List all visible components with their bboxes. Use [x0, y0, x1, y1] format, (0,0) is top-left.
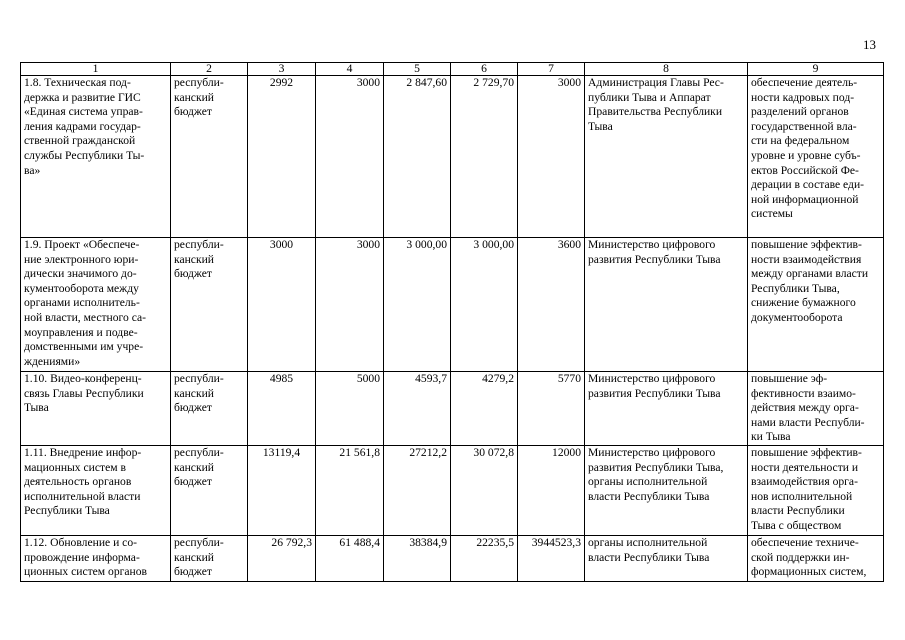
executor: Министерство цифрового развития Республики Тыва: [585, 372, 748, 446]
table-row: [21, 238, 884, 372]
value-col3: 26 792,3: [248, 535, 316, 581]
value-col7: 3944523,3: [518, 535, 585, 581]
expected-result: обеспечение деятель- ности кадровых под- разделений органов государственной вла- сти на федеральном уровне и уровне субъ- ектов Российской Фе- дерации в составе еди- ной информационной системы: [748, 76, 884, 238]
funding-source: республи- канский бюджет: [171, 372, 248, 446]
table-row: [21, 535, 884, 581]
funding-source: республи- канский бюджет: [171, 535, 248, 581]
measure-name: 1.11. Внедрение инфор- мационных систем в деятельность органов исполнительной власти Республики Тыва: [21, 445, 171, 535]
value-col5: 4593,7: [384, 372, 451, 446]
value-col3: 2992: [248, 76, 316, 238]
funding-source: республи- канский бюджет: [171, 445, 248, 535]
value-col6: 2 729,70: [451, 76, 518, 238]
column-header: 2: [171, 63, 248, 76]
expected-result: повышение эф- фективности взаимо- действия между орга- нами власти Республи- ки Тыва: [748, 372, 884, 446]
value-col5: 27212,2: [384, 445, 451, 535]
column-number-row: [21, 63, 884, 76]
value-col7: 3000: [518, 76, 585, 238]
column-header: 1: [21, 63, 171, 76]
table-row: [21, 445, 884, 535]
executor: Министерство цифрового развития Республики Тыва: [585, 238, 748, 372]
column-header: 3: [248, 63, 316, 76]
column-header: 8: [585, 63, 748, 76]
measure-name: 1.8. Техническая под- держка и развитие ГИС «Единая система управ- ления кадрами государ- ственной гражданской службы Республики Ты- ва»: [21, 76, 171, 238]
executor: Администрация Главы Рес- публики Тыва и Аппарат Правительства Республики Тыва: [585, 76, 748, 238]
executor: органы исполнительной власти Республики Тыва: [585, 535, 748, 581]
value-col5: 38384,9: [384, 535, 451, 581]
value-col4: 21 561,8: [316, 445, 384, 535]
column-header: 4: [316, 63, 384, 76]
table-row: [21, 76, 884, 238]
value-col4: 3000: [316, 76, 384, 238]
executor: Министерство цифрового развития Республики Тыва, органы исполнительной власти Республики Тыва: [585, 445, 748, 535]
table-row: [21, 372, 884, 446]
value-col7: 3600: [518, 238, 585, 372]
measure-name: 1.12. Обновление и со- провождение информа- ционных систем органов: [21, 535, 171, 581]
expected-result: повышение эффектив- ности деятельности и взаимодействия орга- нов исполнительной власти Республики Тыва с обществом: [748, 445, 884, 535]
program-table: [20, 62, 884, 582]
funding-source: республи- канский бюджет: [171, 238, 248, 372]
value-col6: 30 072,8: [451, 445, 518, 535]
value-col5: 2 847,60: [384, 76, 451, 238]
page-number: 13: [863, 37, 876, 52]
column-header: 7: [518, 63, 585, 76]
column-header: 9: [748, 63, 884, 76]
value-col3: 3000: [248, 238, 316, 372]
value-col3: 4985: [248, 372, 316, 446]
measure-name: 1.10. Видео-конференц- связь Главы Республики Тыва: [21, 372, 171, 446]
expected-result: повышение эффектив- ности взаимодействия между органами власти Республики Тыва, снижение бумажного документооборота: [748, 238, 884, 372]
measure-name: 1.9. Проект «Обеспече- ние электронного юри- дически значимого до- кументооборота между органами исполнитель- ной власти, местного са- моуправления и подве- домственными им учре- ждениями»: [21, 238, 171, 372]
expected-result: обеспечение техниче- ской поддержки ин- формационных систем,: [748, 535, 884, 581]
value-col4: 5000: [316, 372, 384, 446]
value-col6: 22235,5: [451, 535, 518, 581]
column-header: 5: [384, 63, 451, 76]
value-col6: 4279,2: [451, 372, 518, 446]
column-header: 6: [451, 63, 518, 76]
value-col4: 61 488,4: [316, 535, 384, 581]
value-col4: 3000: [316, 238, 384, 372]
value-col3: 13119,4: [248, 445, 316, 535]
value-col5: 3 000,00: [384, 238, 451, 372]
funding-source: республи- канский бюджет: [171, 76, 248, 238]
value-col7: 12000: [518, 445, 585, 535]
value-col6: 3 000,00: [451, 238, 518, 372]
value-col7: 5770: [518, 372, 585, 446]
